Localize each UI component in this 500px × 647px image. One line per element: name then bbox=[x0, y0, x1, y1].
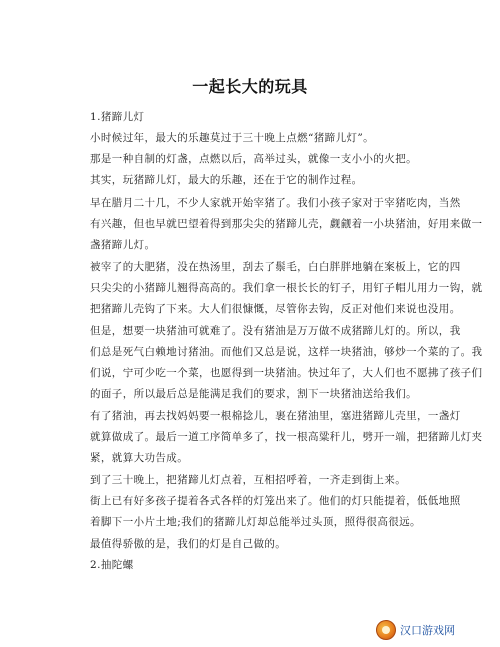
paragraph-line: 有兴趣，但也早就巴望着得到那尖尖的猪蹄儿壳，觑觎着一小块猪油，好用来做一 bbox=[90, 218, 483, 230]
paragraph-line: 其实，玩猪蹄儿灯，最大的乐趣，还在于它的制作过程。 bbox=[90, 174, 363, 186]
paragraph-line: 着脚下一小片土地;我们的猪蹄儿灯却总能举过头顶，照得很高很远。 bbox=[90, 516, 421, 528]
watermark-text: 汉口游戏网 bbox=[400, 624, 455, 637]
paragraph-line: 的面子，所以最后总是能满足我们的要求，割下一块猪油送给我们。 bbox=[90, 388, 417, 400]
paragraph-line: 小时候过年，最大的乐趣莫过于三十晚上点燃“猪蹄儿灯”。 bbox=[90, 132, 375, 144]
page-title: 一起长大的玩具 bbox=[192, 77, 308, 96]
paragraph-line: 紧，就算大功告成。 bbox=[90, 452, 189, 464]
game-site-logo-icon bbox=[376, 620, 396, 640]
paragraph-line: 被宰了的大肥猪，没在热汤里，刮去了鬃毛，白白胖胖地躺在案板上，它的四 bbox=[90, 261, 461, 273]
paragraph-line: 街上已有好多孩子提着各式各样的灯笼出来了。他们的灯只能提着，低低地照 bbox=[90, 495, 461, 507]
site-watermark bbox=[376, 618, 494, 642]
paragraph-line: 最值得骄傲的是，我们的灯是自己做的。 bbox=[90, 538, 287, 550]
paragraph-line: 把猪蹄儿壳钩了下来。大人们很慷慨，尽管你去钩，反正对他们来说也没用。 bbox=[90, 303, 461, 315]
paragraph-line: 盏猪蹄儿灯。 bbox=[90, 239, 156, 251]
paragraph-line: 到了三十晚上，把猪蹄儿灯点着，互相招呼着，一齐走到街上来。 bbox=[90, 474, 407, 486]
paragraph-line: 们总是死气白赖地讨猪油。而他们又总是说，这样一块猪油，够炒一个菜的了。我 bbox=[90, 346, 483, 358]
paragraph-line: 早在腊月二十几，不少人家就开始宰猪了。我们小孩子家对于宰猪吃肉，当然 bbox=[90, 197, 461, 209]
section-heading-2: 2.抽陀螺 bbox=[90, 559, 134, 571]
paragraph-line: 那是一种自制的灯盏，点燃以后，高举过头，就像一支小小的火把。 bbox=[90, 153, 417, 165]
paragraph-line: 们说，宁可少吃一个菜，也愿得到一块猪油。快过年了，大人们也不愿拂了孩子们 bbox=[90, 367, 483, 379]
paragraph-line: 就算做成了。最后一道工序简单多了，找一根高粱秆儿，劈开一端，把猪蹄儿灯夹 bbox=[90, 431, 483, 443]
paragraph-line: 有了猪油，再去找妈妈要一根棉捻儿，裹在猪油里，塞进猪蹄儿壳里，一盏灯 bbox=[90, 410, 461, 422]
paragraph-line: 只尖尖的小猪蹄儿翘得高高的。我们拿一根长长的钉子，用钉子帽儿用力一钩，就 bbox=[90, 282, 483, 294]
section-heading-1: 1.猪蹄儿灯 bbox=[90, 111, 145, 123]
paragraph-line: 但是，想要一块猪油可就难了。没有猪油是万万做不成猪蹄儿灯的。所以，我 bbox=[90, 325, 461, 337]
